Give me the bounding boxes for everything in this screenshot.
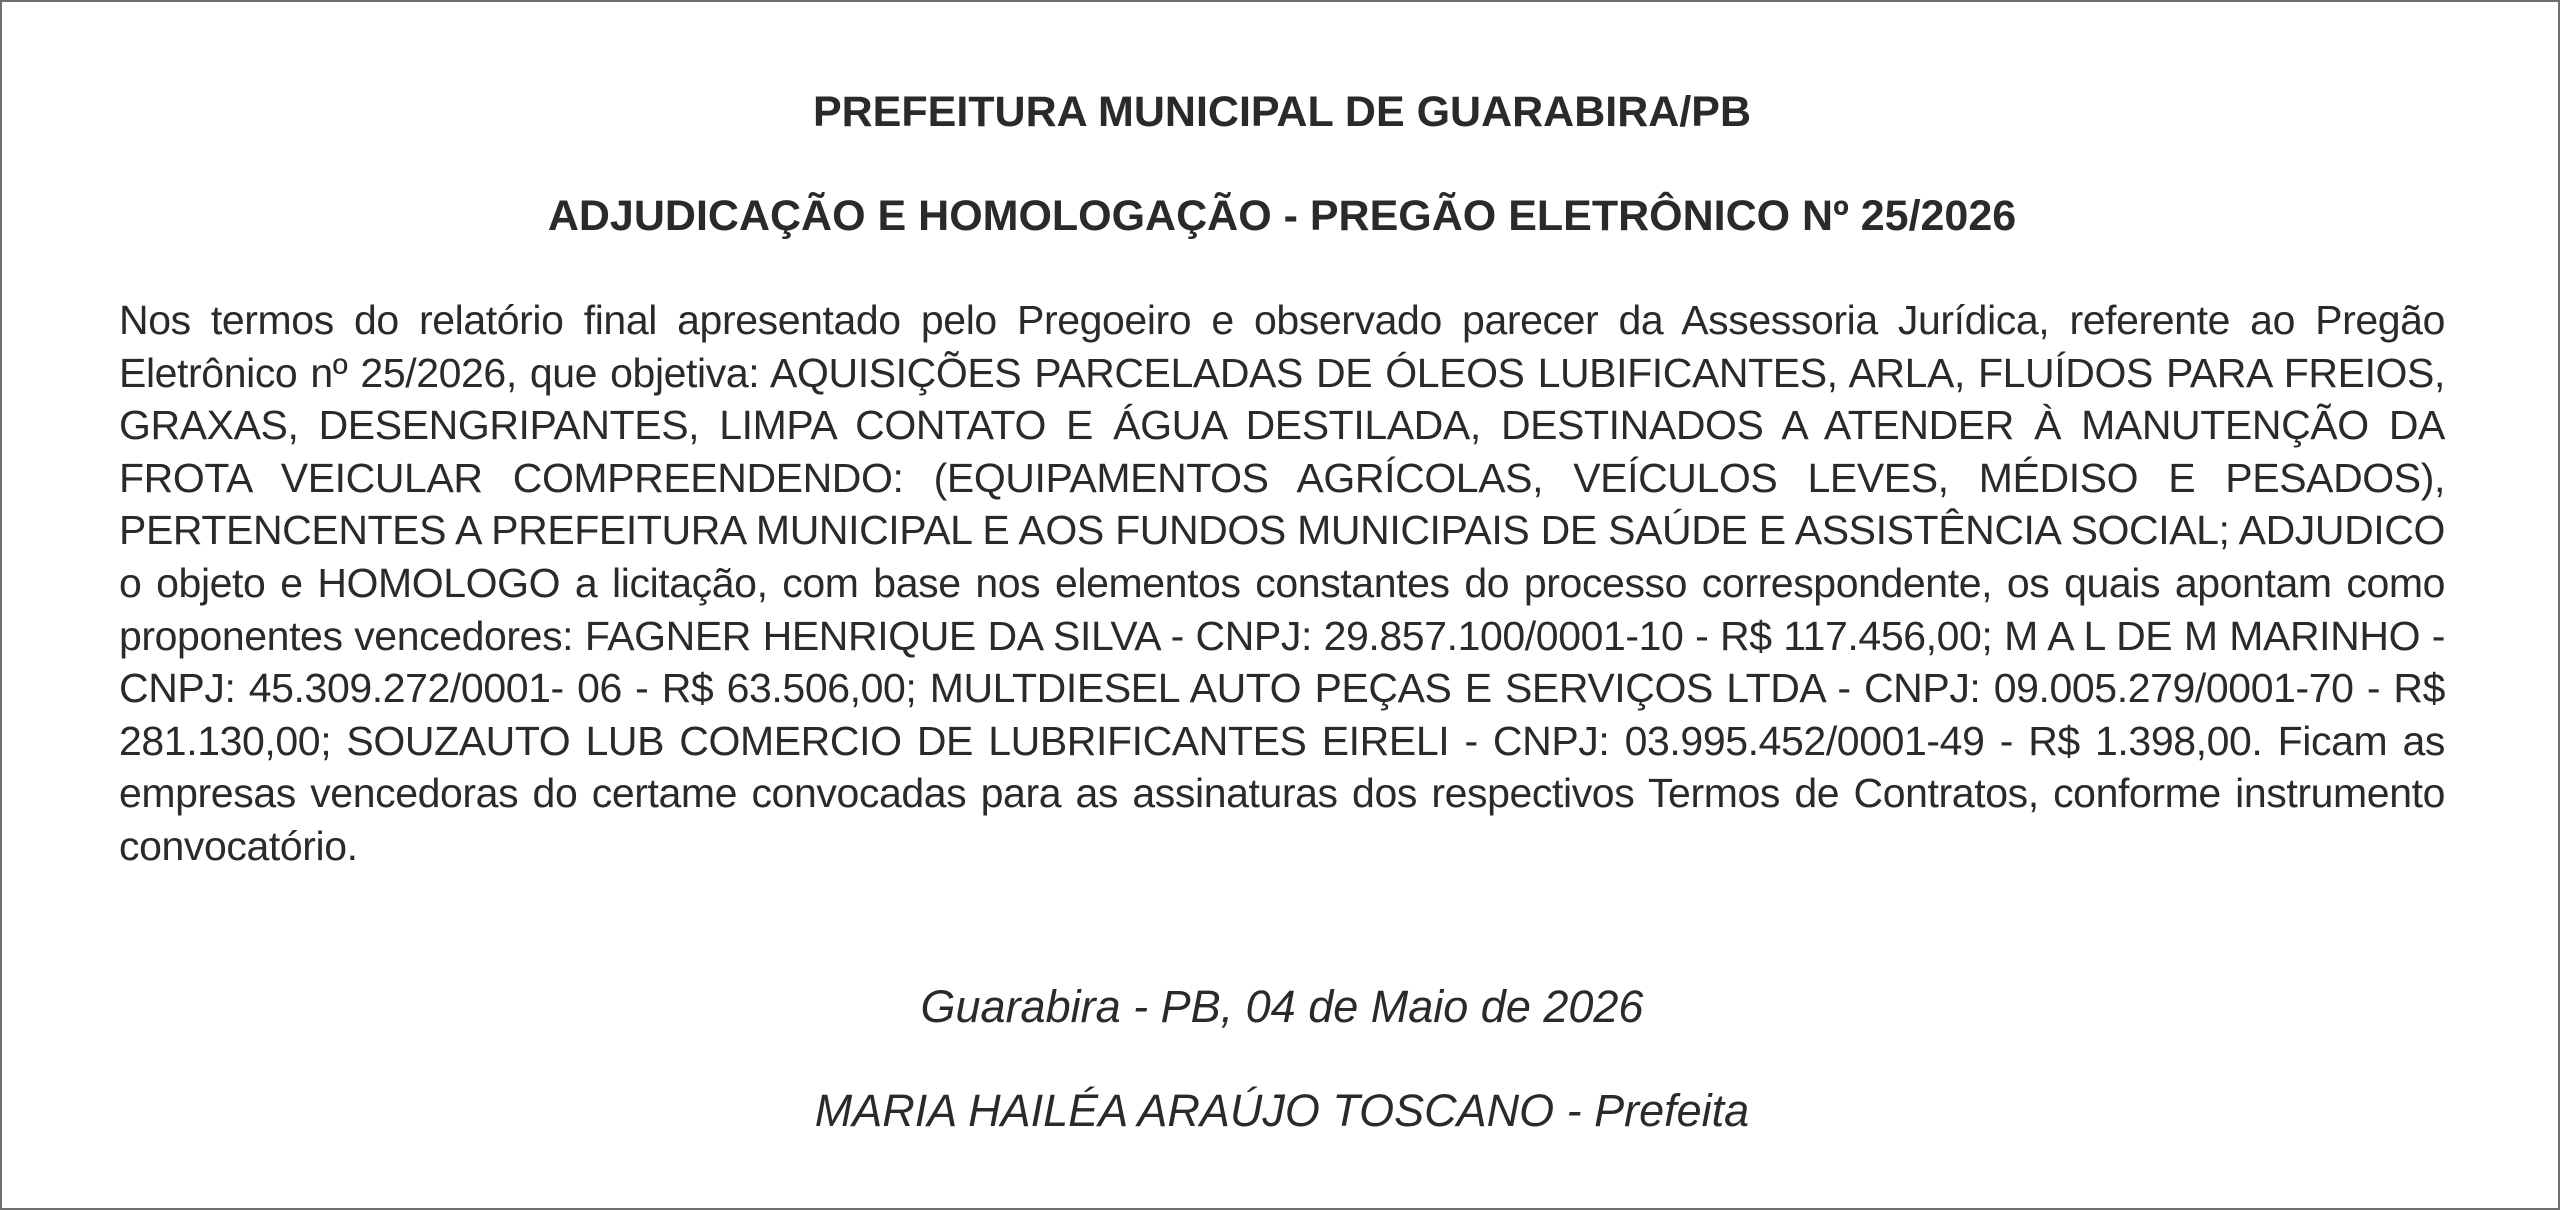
notice-subtitle: ADJUDICAÇÃO E HOMOLOGAÇÃO - PREGÃO ELETRÔNICO Nº 25/2026 — [547, 192, 2017, 240]
notice-body-text: Nos termos do relatório final apresentado pelo Pregoeiro e observado parecer da Assessoria Jurídica, referente ao Pregão Eletrônico nº 25/2026, que objetiva: AQUISIÇÕES PARCELADAS DE ÓLEOS LUBIFICANTES, ARLA, FLUÍDOS PARA FREIOS, GRAXAS, DESENGRIPANTES, LIMPA CONTATO E ÁGUA DESTILADA, DESTINADOS A ATENDER À MANUTENÇÃO DA FROTA VEICULAR COMPREENDENDO: (EQUIPAMENTOS AGRÍCOLAS, VEÍCULOS LEVES, MÉDISO E PESADOS), PERTENCENTES A PREFEITURA MUNICIPAL E AOS FUNDOS MUNICIPAIS DE SAÚDE E ASSISTÊNCIA SOCIAL; ADJUDICO o objeto e HOMOLOGO a licitação, com base nos elementos constantes do processo correspondente, os quais apontam como proponentes vencedores: FAGNER HENRIQUE DA SILVA - CNPJ: 29.857.100/0001-10 - R$ 117.456,00; M A L DE M MARINHO - CNPJ: 45.309.272/0001- 06 - R$ 63.506,00; MULTDIESEL AUTO PEÇAS E SERVIÇOS LTDA - CNPJ: 09.005.279/0001-70 - R$ 281.130,00; SOUZAUTO LUB COMERCIO DE LUBRIFICANTES EIRELI - CNPJ: 03.995.452/0001-49 - R$ 1.398,00. Ficam as empresas vencedoras do certame convocadas para as assinaturas dos respectivos Termos de Contratos, conforme instrumento convocatório. — [119, 297, 2445, 869]
date-line: Guarabira - PB, 04 de Maio de 2026 — [920, 981, 1644, 1032]
signature-line: MARIA HAILÉA ARAÚJO TOSCANO - Prefeita — [814, 1085, 1750, 1136]
page-title: PREFEITURA MUNICIPAL DE GUARABIRA/PB — [812, 88, 1752, 136]
